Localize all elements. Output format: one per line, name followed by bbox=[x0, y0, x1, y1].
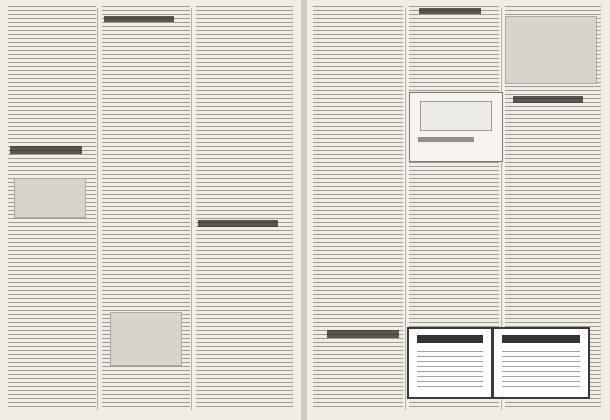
left-fashion-illustration bbox=[14, 178, 86, 218]
left-page bbox=[0, 0, 301, 420]
advertisement-left-title bbox=[417, 335, 483, 343]
left-headline-3 bbox=[198, 220, 278, 227]
left-column-rule-1 bbox=[97, 8, 98, 410]
left-headline-1 bbox=[10, 146, 82, 154]
center-image-inner bbox=[420, 101, 492, 131]
right-side-illustration bbox=[505, 16, 597, 84]
left-pattern-illustration bbox=[110, 312, 182, 366]
right-headline-2 bbox=[419, 8, 481, 14]
advertisement-left bbox=[407, 327, 493, 399]
advertisement-left-body bbox=[417, 351, 483, 389]
center-image-caption bbox=[418, 137, 474, 142]
left-headline-2 bbox=[104, 16, 174, 22]
advertisement-right bbox=[492, 327, 590, 399]
center-image-block bbox=[409, 92, 503, 162]
left-col-3 bbox=[196, 6, 293, 410]
left-col-3-text bbox=[196, 6, 293, 410]
right-page bbox=[307, 0, 610, 420]
right-column-rule-1 bbox=[405, 8, 406, 410]
right-col-1 bbox=[313, 6, 403, 410]
right-headline-3 bbox=[513, 96, 583, 103]
advertisement-right-title bbox=[502, 335, 580, 343]
right-headline-1 bbox=[327, 330, 399, 338]
right-col-1-text bbox=[313, 6, 403, 410]
left-column-rule-2 bbox=[191, 8, 192, 410]
advertisement-right-body bbox=[502, 351, 580, 389]
